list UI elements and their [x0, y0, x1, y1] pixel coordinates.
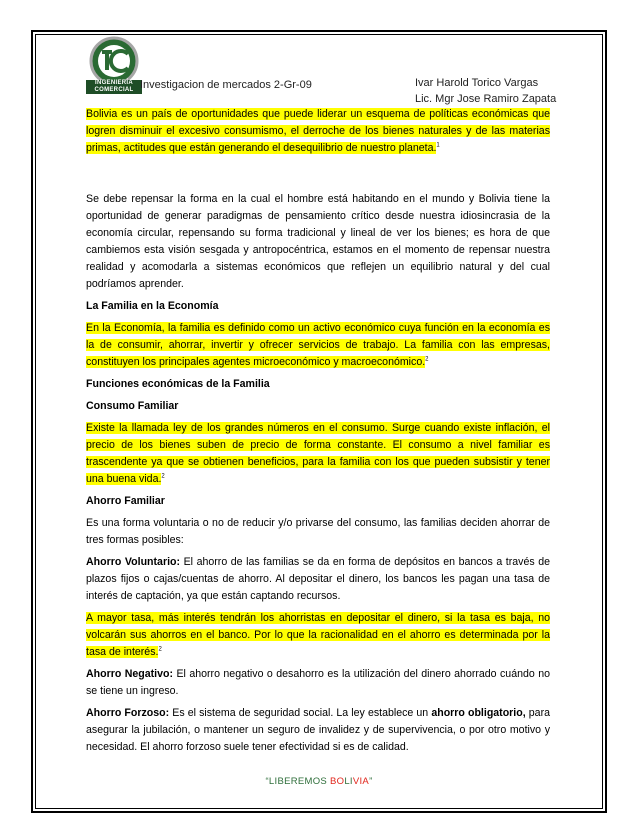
highlighted-text: Bolivia es un país de oportunidades que puede liderar un esquema de políticas económicas que logren disminuir el excesivo consumismo, el derroche de los bienes naturales y de las materias primas, actitudes que están generando el desequilibrio de nuestro planeta. — [86, 108, 550, 154]
heading-ahorro: Ahorro Familiar — [86, 495, 165, 507]
paragraph-ahorro: Es una forma voluntaria o no de reducir y/o privarse del consumo, las familias deciden ahorrar de tres formas posibles: — [86, 517, 550, 546]
document-body — [86, 106, 550, 756]
highlighted-text: A mayor tasa, más interés tendrán los ahorristas en depositar el dinero, si la tasa es baja, no volcarán sus ahorros en el banco. Por lo que la racionalidad en el ahorro es determinada por la tasa de interés. — [86, 612, 550, 658]
emphasis-ahorro-obligatorio: ahorro obligatorio, — [431, 707, 526, 719]
label-ahorro-voluntario: Ahorro Voluntario: — [86, 556, 181, 568]
paragraph-ahorro-forzoso: Ahorro Forzoso: Es el sistema de seguridad social. La ley establece un ahorro obligatorio, para asegurar la jubilación, o mantener un seguro de invalidez y de supervivencia, o por otro motivo y necesidad. El ahorro forzoso suele tener efectividad si es de calidad. — [86, 707, 550, 753]
paragraph-intro — [86, 106, 550, 157]
paragraph-familia — [86, 320, 550, 371]
label-ahorro-negativo: Ahorro Negativo: — [86, 668, 174, 680]
heading-familia-economia: La Familia en la Economía — [86, 300, 219, 312]
highlighted-text: En la Economía, la familia es definido como un activo económico cuya función en la economía es la de consumir, ahorrar, invertir y ofrecer servicios de trabajo. La familia con las empresas, constituyen los principales agentes microeconómico y macroeconómico. — [86, 322, 550, 368]
heading-funciones: Funciones económicas de la Familia — [86, 378, 270, 390]
paragraph-ahorro-negativo: Ahorro Negativo: El ahorro negativo o desahorro es la utilización del dinero ahorrado cuándo no se tiene un ingreso. — [86, 668, 550, 697]
header-authors — [415, 75, 556, 107]
heading-consumo: Consumo Familiar — [86, 400, 179, 412]
paragraph-tasa — [86, 610, 550, 661]
header-course: Investigacion de mercados 2-Gr-09 — [140, 79, 312, 91]
label-ahorro-forzoso: Ahorro Forzoso: — [86, 707, 170, 719]
footnote-ref: 2 — [158, 646, 162, 653]
highlighted-text: Existe la llamada ley de los grandes números en el consumo. Surge cuando existe inflación, el precio de los bienes suben de precio de forma constante. El consumo a nivel familiar es trascendente ya que se obtienen beneficios, para la familia con los que pueden subsistir y tener una buena vida. — [86, 422, 550, 485]
paragraph-ahorro-voluntario: Ahorro Voluntario: El ahorro de las familias se da en forma de depósitos en bancos a través de plazos fijos o cajas/cuentas de ahorro. Al depositar el dinero, los bancos les pagan una tasa de interés de captación, ya que están captando recursos. — [86, 556, 550, 602]
footnote-ref: 2 — [161, 473, 165, 480]
paragraph-repensar: Se debe repensar la forma en la cual el hombre está habitando en el mundo y Bolivia tiene la oportunidad de generar paradigmas de pensamiento crítico desde nuestra idiosincrasia de la economía circular, repensando su forma tradicional y lineal de ver los bienes; es hora de que cambiemos esta visión sesgada y antropocéntrica, estamos en el momento de repensar nuestra realidad y acomodarla a sistemas económicos que reflejen un equilibrio natural y del cual podríamos aprender. — [86, 193, 550, 290]
logo-caption: INGENIERÍA COMERCIAL — [86, 80, 142, 94]
header-teacher-name: Lic. Mgr Jose Ramiro Zapata — [415, 93, 557, 105]
footnote-ref: 1 — [436, 142, 440, 149]
footnote-ref: 2 — [425, 356, 429, 363]
tc-logo — [88, 36, 140, 86]
header-author-name: Ivar Harold Torico Vargas — [415, 77, 539, 89]
paragraph-consumo — [86, 420, 550, 488]
footer-slogan: “LIBEREMOS BOLIVIA” — [265, 776, 373, 787]
